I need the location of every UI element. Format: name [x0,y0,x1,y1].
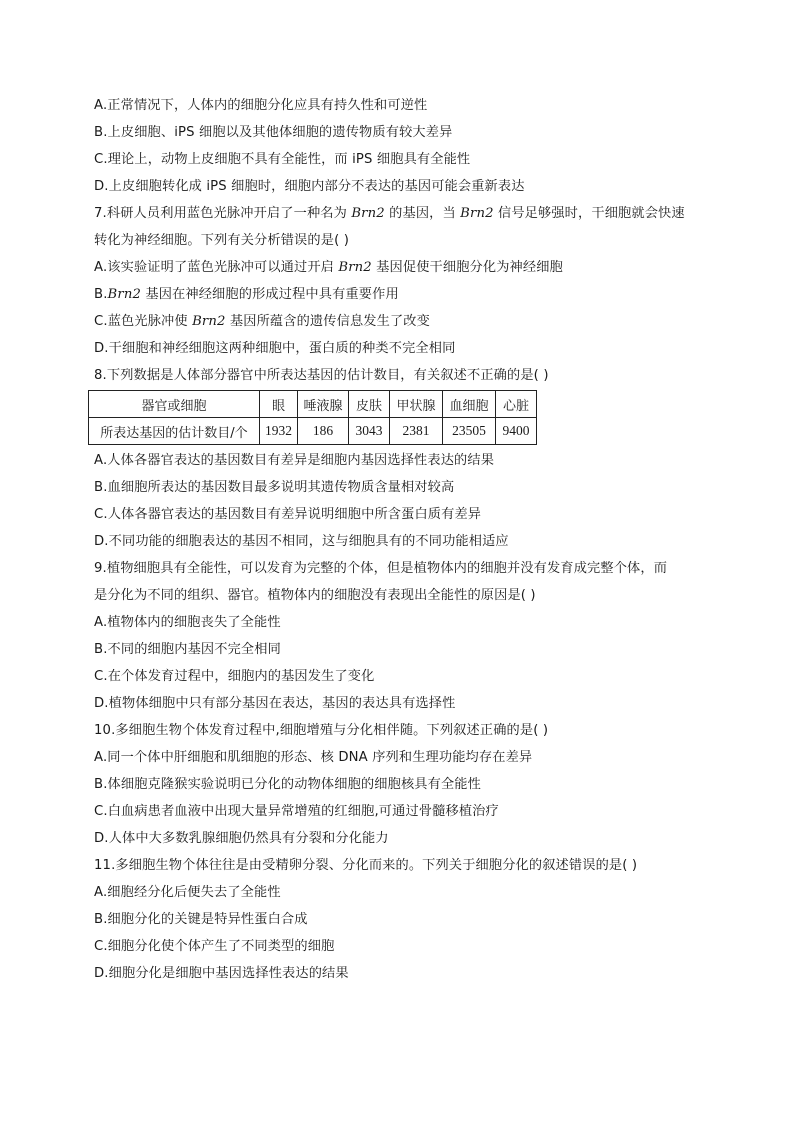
table-column-header: 唾液腺 [298,391,349,418]
question-content [94,92,714,987]
q9-option-d: D.植物体细胞中只有部分基因在表达，基因的表达具有选择性 [94,696,456,711]
table-column-header: 眼 [260,391,298,418]
q6-option-b: B.上皮细胞、iPS 细胞以及其他体细胞的遗传物质有较大差异 [94,125,453,140]
option-text: 基因促使干细胞分化为神经细胞 [371,260,563,275]
table-cell: 3043 [349,418,390,445]
gene-name: Brn2 [338,260,372,275]
table-cell: 2381 [390,418,443,445]
gene-count-table [88,390,537,445]
q11-option-c: C.细胞分化使个体产生了不同类型的细胞 [94,939,335,954]
table-column-header: 心脏 [496,391,537,418]
q9-stem-line1: 9.植物细胞具有全能性，可以发育为完整的个体，但是植物体内的细胞并没有发育成完整个体，而 [94,561,668,576]
q9-option-b: B.不同的细胞内基因不完全相同 [94,642,281,657]
gene-name: Brn2 [192,314,226,329]
q8-option-d: D.不同功能的细胞表达的基因不相同，这与细胞具有的不同功能相适应 [94,534,509,549]
q6-option-a: A.正常情况下，人体内的细胞分化应具有持久性和可逆性 [94,98,428,113]
table-header-cell: 器官或细胞 [89,391,260,418]
q10-option-d: D.人体中大多数乳腺细胞仍然具有分裂和分化能力 [94,831,389,846]
option-text: C.蓝色光脉冲使 [94,314,193,329]
q6-option-d: D.上皮细胞转化成 iPS 细胞时，细胞内部分不表达的基因可能会重新表达 [94,179,525,194]
q7-stem-text: 信号足够强时，干细胞就会快速 [493,206,685,221]
q9-stem-line2: 是分化为不同的组织、器官。植物体内的细胞没有表现出全能性的原因是( ) [94,588,536,603]
option-text: B. [94,287,108,302]
q8-option-c: C.人体各器官表达的基因数目有差异说明细胞中所含蛋白质有差异 [94,507,482,522]
q9-option-a: A.植物体内的细胞丧失了全能性 [94,615,281,630]
table-column-header: 血细胞 [443,391,496,418]
q9-option-c: C.在个体发育过程中，细胞内的基因发生了变化 [94,669,375,684]
table-cell: 186 [298,418,349,445]
q7-option-d: D.干细胞和神经细胞这两种细胞中，蛋白质的种类不完全相同 [94,341,456,356]
table-row [89,418,537,445]
q6-option-c: C.理论上，动物上皮细胞不具有全能性，而 iPS 细胞具有全能性 [94,152,471,167]
table-cell: 1932 [260,418,298,445]
table-header-cell: 所表达基因的估计数目/个 [89,418,260,445]
table-cell: 23505 [443,418,496,445]
option-text: A.该实验证明了蓝色光脉冲可以通过开启 [94,260,339,275]
q7-stem-line2: 转化为神经细胞。下列有关分析错误的是( ) [94,233,350,248]
q10-stem: 10.多细胞生物个体发育过程中,细胞增殖与分化相伴随。下列叙述正确的是( ) [94,723,549,738]
q11-option-d: D.细胞分化是细胞中基因选择性表达的结果 [94,966,349,981]
option-text: 基因所蕴含的遗传信息发生了改变 [225,314,430,329]
gene-name: Brn2 [351,206,385,221]
table-column-header: 皮肤 [349,391,390,418]
gene-name: Brn2 [460,206,494,221]
q8-option-b: B.血细胞所表达的基因数目最多说明其遗传物质含量相对较高 [94,480,455,495]
table-cell: 9400 [496,418,537,445]
gene-name: Brn2 [107,287,142,302]
q7-option-a [94,254,714,281]
q8-option-a: A.人体各器官表达的基因数目有差异是细胞内基因选择性表达的结果 [94,453,495,468]
q7-stem-text: 的基因，当 [384,206,461,221]
table-row [89,391,537,418]
q10-option-b: B.体细胞克隆猴实验说明已分化的动物体细胞的细胞核具有全能性 [94,777,481,792]
q7-option-c [94,308,714,335]
q8-stem: 8.下列数据是人体部分器官中所表达基因的估计数目，有关叙述不正确的是( ) [94,368,549,383]
q7-option-b [94,281,714,308]
q11-stem: 11.多细胞生物个体往往是由受精卵分裂、分化而来的。下列关于细胞分化的叙述错误的是( ) [94,858,638,873]
table-column-header: 甲状腺 [390,391,443,418]
q7-stem-text: 7.科研人员利用蓝色光脉冲开启了一种名为 [94,206,352,221]
q11-option-a: A.细胞经分化后便失去了全能性 [94,885,281,900]
q10-option-a: A.同一个体中肝细胞和肌细胞的形态、核 DNA 序列和生理功能均存在差异 [94,750,533,765]
q7-stem-line1 [94,200,714,227]
option-text: 基因在神经细胞的形成过程中具有重要作用 [141,287,399,302]
q11-option-b: B.细胞分化的关键是特异性蛋白合成 [94,912,308,927]
q10-option-c: C.白血病患者血液中出现大量异常增殖的红细胞,可通过骨髓移植治疗 [94,804,499,819]
